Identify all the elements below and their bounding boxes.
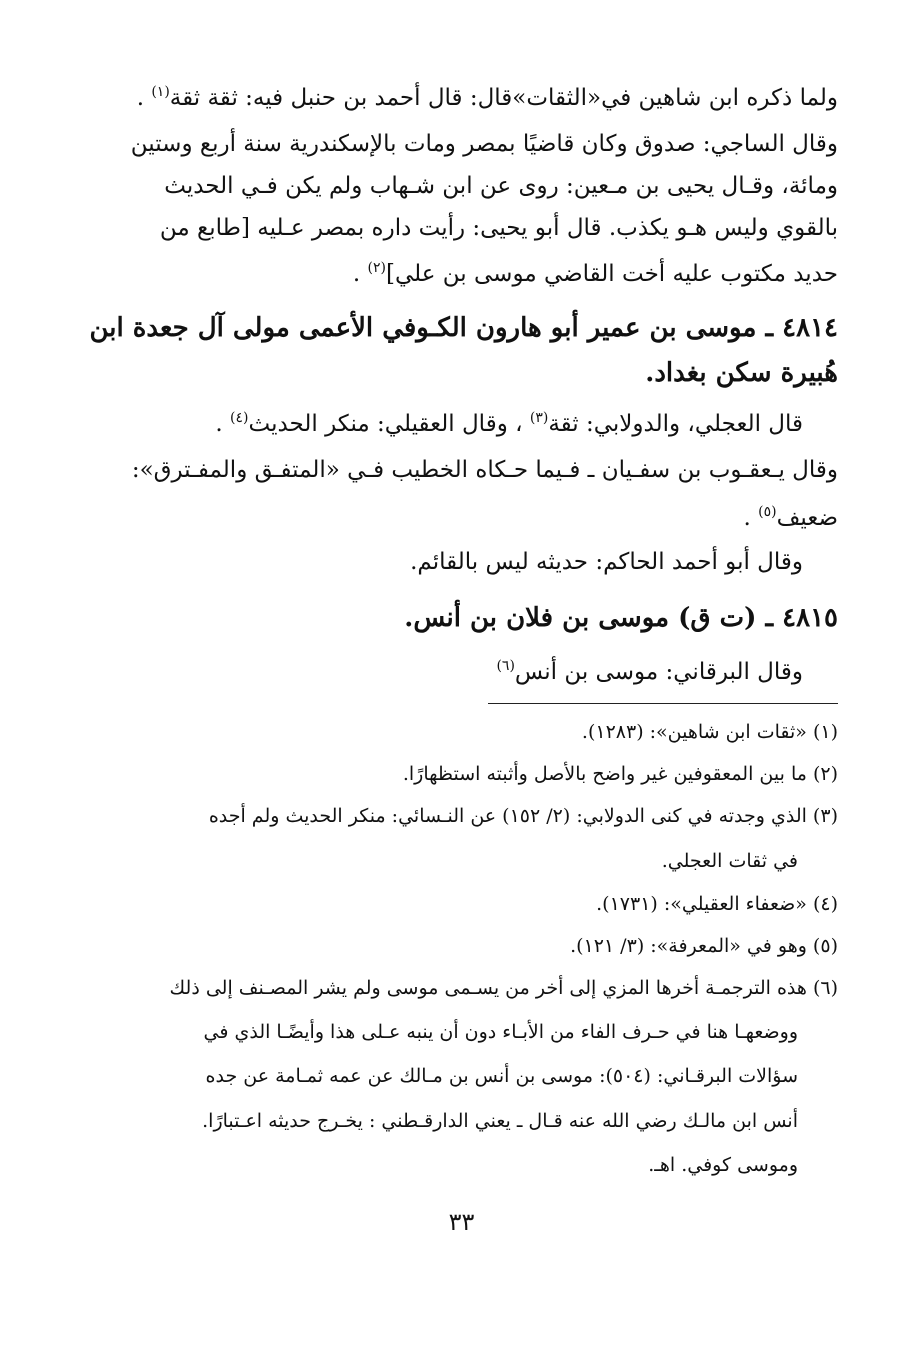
footnote-6-line-5: وموسى كوفي. اهـ.	[648, 1154, 798, 1176]
footnote-ref-3[interactable]: (٣)	[529, 410, 549, 426]
entry-4814-line-4: وقال أبو أحمد الحاكم: حديثه ليس بالقائم.	[410, 549, 803, 575]
footnote-ref-1[interactable]: (١)	[151, 84, 170, 100]
entry-4814-heading-line-2: هُبيرة سكن بغداد.	[645, 358, 838, 388]
page-number: ٣٣	[448, 1208, 475, 1236]
body-line-2: وقال الساجي: صدوق وكان قاضيًا بمصر ومات بالإسكندرية سنة أربع وستين	[130, 131, 838, 157]
footnote-ref-2[interactable]: (٢)	[367, 260, 386, 276]
footnote-6-line-3: سؤالات البرقـاني: (٥٠٤): موسى بن أنس بن مـالك عن عمه ثمـامة عن جده	[205, 1065, 798, 1087]
body-line-3: ومائة، وقـال يحيى بن مـعين: روى عن ابن شـهاب ولم يكن فـي الحديث	[164, 173, 838, 199]
footnote-5: (٥) وهو في «المعرفة»: (٣/ ١٢١).	[570, 935, 838, 957]
entry-4814-line-3: ضعيف$^{(٥)}$ .	[743, 504, 838, 531]
entry-4815-line-1: وقال البرقاني: موسى بن أنس$^{(٦)}$	[496, 658, 803, 685]
footnote-ref-5[interactable]: (٥)	[758, 504, 777, 520]
entry-4814-line-1: قال العجلي، والدولابي: ثقة$^{(٣)}$ ، وقال العقيلي: منكر الحديث$^{(٤)}$ .	[215, 410, 803, 437]
footnote-ref-6[interactable]: (٦)	[496, 658, 515, 674]
body-line-4: بالقوي وليس هـو يكذب. قال أبو يحيى: رأيت داره بمصر عـليه [طابع من	[159, 215, 838, 241]
footnote-4: (٤) «ضعفاء العقيلي»: (١٧٣١).	[596, 893, 838, 915]
footnote-3-line-2: في ثقات العجلي.	[661, 850, 798, 872]
body-line-5: حديد مكتوب عليه أخت القاضي موسى بن علي]$^{(٢)}$ .	[352, 260, 838, 287]
footnote-6-line-1: (٦) هذه الترجمـة أخرها المزي إلى أخر من يسـمى موسى ولم يشر المصـنف إلى ذلك	[169, 977, 838, 999]
footnote-2: (٢) ما بين المعقوفين غير واضح بالأصل وأثبته استظهارًا.	[402, 763, 838, 785]
entry-4815-heading: ٤٨١٥ ـ (ت ق) موسى بن فلان بن أنس.	[404, 603, 838, 633]
footnote-ref-4[interactable]: (٤)	[230, 410, 249, 426]
entry-4814-line-2: وقال يـعقـوب بن سفـيان ـ فـيما حـكاه الخطيب فـي «المتفـق والمفـترق»:	[131, 457, 838, 483]
body-line-1: ولما ذكره ابن شاهين في«الثقات»قال: قال أحمد بن حنبل فيه: ثقة ثقة$^{(١)}$ .	[136, 84, 838, 111]
footnote-separator	[488, 703, 838, 704]
entry-4814-heading-line-1: ٤٨١٤ ـ موسى بن عمير أبو هارون الكـوفي الأعمى مولى آل جعدة ابن	[89, 313, 838, 343]
footnote-3-line-1: (٣) الذي وجدته في كنى الدولابي: (٢/ ١٥٢) عن النـسائي: منكر الحديث ولم أجده	[208, 805, 838, 827]
footnote-6-line-4: أنس ابن مالـك رضي الله عنه قـال ـ يعني الدارقـطني : يخـرج حديثه اعـتبارًا.	[202, 1110, 798, 1132]
footnote-6-line-2: ووضعهـا هنا في حـرف الفاء من الأبـاء دون أن ينبه عـلى هذا وأيضًـا الذي في	[203, 1021, 798, 1043]
footnote-1: (١) «ثقات ابن شاهين»: (١٢٨٣).	[581, 721, 838, 743]
